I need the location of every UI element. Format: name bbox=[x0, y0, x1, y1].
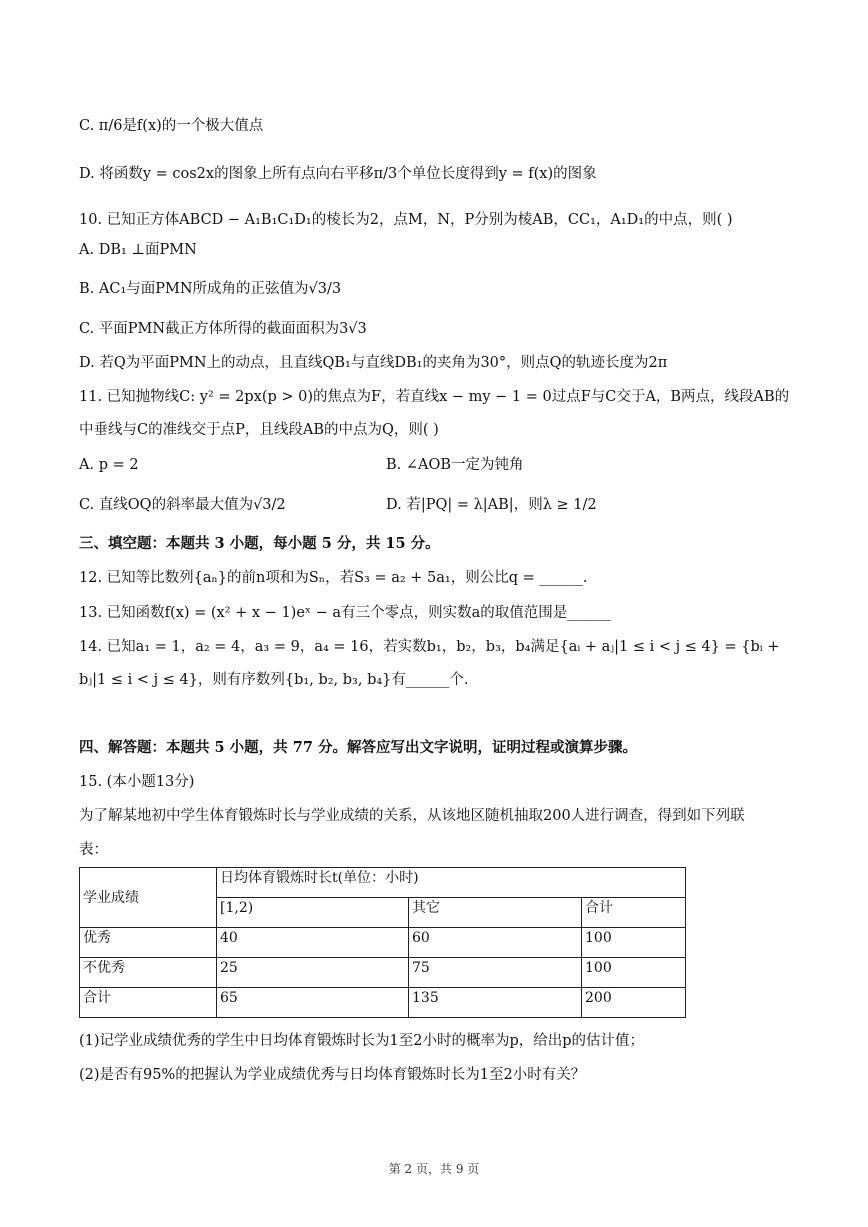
question-11: 11. 已知抛物线C: y² = 2px(p > 0)的焦点为F，若直线x − my − 1 = 0过点F与C交于A，B两点，线段AB的 bbox=[79, 389, 790, 405]
table-corner-cell: 学业成绩 bbox=[80, 868, 217, 928]
table-cell: 60 bbox=[409, 928, 582, 958]
table-cell: 200 bbox=[582, 988, 686, 1018]
option-9d: D. 将函数y = cos2x的图象上所有点向右平移π/3个单位长度得到y = f(x)的图象 bbox=[79, 166, 597, 182]
question-15-part-2: (2)是否有95%的把握认为学业成绩优秀与日均体育锻炼时长为1至2小时有关？ bbox=[79, 1067, 586, 1083]
table-cell: 135 bbox=[409, 988, 582, 1018]
question-10: 10. 已知正方体ABCD − A₁B₁C₁D₁的棱长为2，点M，N，P分别为棱AB，CC₁，A₁D₁的中点，则( ) bbox=[79, 212, 733, 228]
question-13: 13. 已知函数f(x) = (x² + x − 1)eˣ − a有三个零点，则实数a的取值范围是______ bbox=[79, 605, 611, 621]
table-row-label: 不优秀 bbox=[80, 958, 217, 988]
table-row-label: 合计 bbox=[80, 988, 217, 1018]
table-cell: 100 bbox=[582, 958, 686, 988]
option-11b: B. ∠AOB一定为钝角 bbox=[386, 457, 524, 473]
table-row-label: 优秀 bbox=[80, 928, 217, 958]
question-14-continued: bⱼ|1 ≤ i < j ≤ 4}，则有序数列{b₁, b₂, b₃, b₄}有______个. bbox=[79, 672, 469, 688]
contingency-table bbox=[79, 867, 686, 1018]
option-10c: C. 平面PMN截正方体所得的截面面积为3√3 bbox=[79, 321, 367, 337]
table-group-header: 日均体育锻炼时长t(单位：小时) bbox=[217, 868, 686, 898]
table-row bbox=[80, 928, 686, 958]
section-4-heading: 四、解答题：本题共 5 小题，共 77 分。解答应写出文字说明，证明过程或演算步骤。 bbox=[79, 739, 637, 756]
option-11d: D. 若|PQ| = λ|AB|，则λ ≥ 1/2 bbox=[386, 497, 597, 513]
option-11a: A. p = 2 bbox=[79, 457, 139, 473]
option-9c: C. π/6是f(x)的一个极大值点 bbox=[79, 118, 264, 134]
section-3-heading: 三、填空题：本题共 3 小题，每小题 5 分，共 15 分。 bbox=[79, 535, 440, 552]
table-cell: 25 bbox=[217, 958, 409, 988]
question-15-text: 为了解某地初中学生体育锻炼时长与学业成绩的关系，从该地区随机抽取200人进行调查，得到如下列联 bbox=[79, 808, 745, 824]
table-row bbox=[80, 988, 686, 1018]
page-footer: 第 2 页，共 9 页 bbox=[388, 1162, 480, 1176]
option-10b: B. AC₁与面PMN所成角的正弦值为√3/3 bbox=[79, 281, 342, 297]
table-cell: 75 bbox=[409, 958, 582, 988]
question-15: 15. (本小题13分) bbox=[79, 774, 195, 790]
question-14: 14. 已知a₁ = 1，a₂ = 4，a₃ = 9，a₄ = 16，若实数b₁，b₂，b₃，b₄满足{aᵢ + aⱼ|1 ≤ i < j ≤ 4} = {bᵢ + bbox=[79, 639, 780, 655]
table-col-header: 其它 bbox=[409, 898, 582, 928]
question-11-continued: 中垂线与C的准线交于点P，且线段AB的中点为Q，则( ) bbox=[79, 422, 439, 438]
question-15-part-1: (1)记学业成绩优秀的学生中日均体育锻炼时长为1至2小时的概率为p，给出p的估计值； bbox=[79, 1033, 645, 1049]
table-row bbox=[80, 958, 686, 988]
table-header-row bbox=[80, 868, 686, 898]
table-cell: 40 bbox=[217, 928, 409, 958]
table-col-header: 合计 bbox=[582, 898, 686, 928]
table-col-header: [1,2) bbox=[217, 898, 409, 928]
option-10a: A. DB₁ ⊥面PMN bbox=[79, 242, 197, 258]
option-10d: D. 若Q为平面PMN上的动点，且直线QB₁与直线DB₁的夹角为30°，则点Q的轨迹长度为2π bbox=[79, 355, 668, 371]
table-cell: 65 bbox=[217, 988, 409, 1018]
question-15-text-continued: 表： bbox=[79, 842, 108, 858]
table-cell: 100 bbox=[582, 928, 686, 958]
question-12: 12. 已知等比数列{aₙ}的前n项和为Sₙ，若S₃ = a₂ + 5a₁，则公比q = ______. bbox=[79, 570, 588, 586]
option-11c: C. 直线OQ的斜率最大值为√3/2 bbox=[79, 497, 286, 513]
